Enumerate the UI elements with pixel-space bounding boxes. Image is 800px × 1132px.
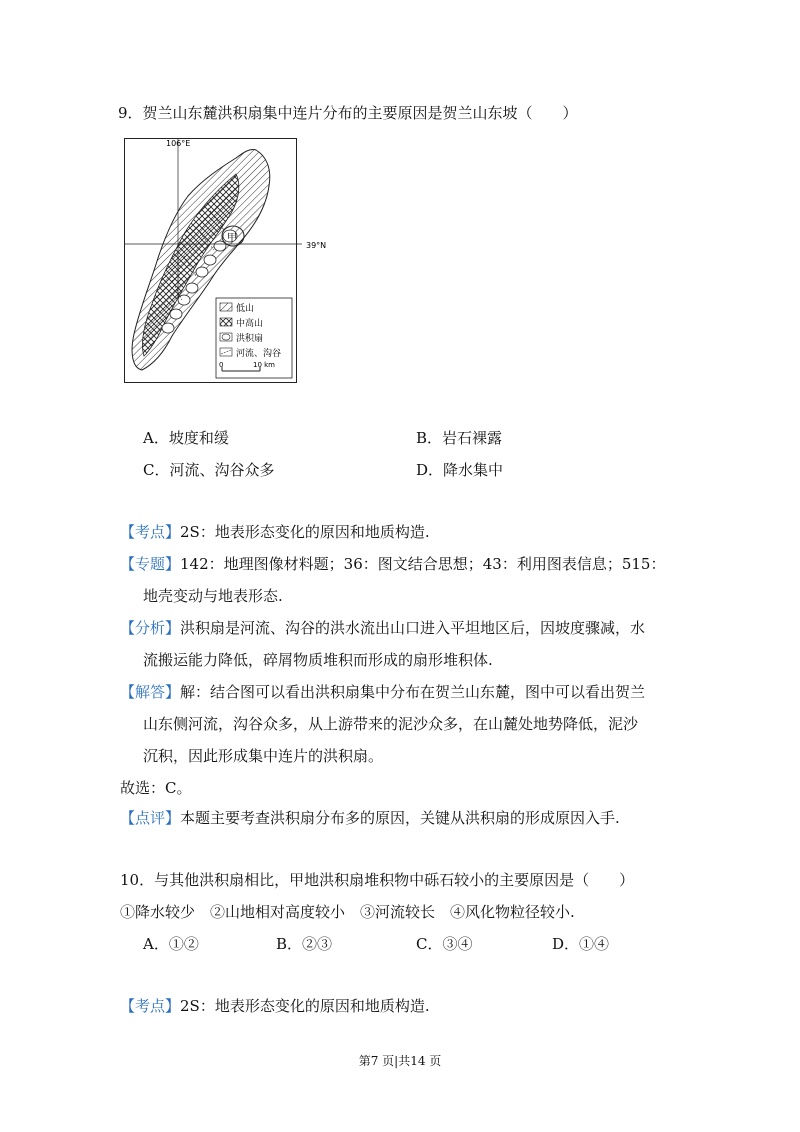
q9-option-a: A．坡度和缓 bbox=[143, 429, 229, 447]
legend-mid-high-mountain: 中高山 bbox=[236, 319, 264, 329]
legend-river: 河流、沟谷 bbox=[236, 349, 282, 359]
scale-label: 10 km bbox=[253, 361, 276, 369]
q10-option-d: D．①④ bbox=[552, 935, 610, 953]
q9-jieda-cont-1: 山东侧河流，沟谷众多，从上游带来的泥沙众多，在山麓处地势降低，泥沙 bbox=[143, 715, 639, 733]
q9-fenxi-cont: 流搬运能力降低，碎屑物质堆积而形成的扇形堆积体. bbox=[143, 651, 493, 669]
q9-jieda-cont-2: 沉积，因此形成集中连片的洪积扇。 bbox=[143, 747, 384, 765]
q9-dianping: 【点评】本题主要考查洪积扇分布多的原因，关键从洪积扇的形成原因入手. bbox=[120, 809, 620, 827]
q9-jieda: 【解答】解：结合图可以看出洪积扇集中分布在贺兰山东麓，图中可以看出贺兰 bbox=[120, 683, 646, 701]
place-label-jia: 甲 bbox=[227, 233, 237, 244]
longitude-label: 106°E bbox=[166, 139, 191, 148]
question-9-stem: 9．贺兰山东麓洪积扇集中连片分布的主要原因是贺兰山东坡（ ） bbox=[118, 104, 578, 122]
question-10-stem: 10．与其他洪积扇相比，甲地洪积扇堆积物中砾石较小的主要原因是（ ） bbox=[120, 871, 635, 889]
q10-option-b: B．②③ bbox=[276, 935, 333, 953]
legend-low-mountain: 低山 bbox=[236, 304, 255, 314]
q9-option-d: D．降水集中 bbox=[416, 461, 504, 479]
q10-items: ①降水较少 ②山地相对高度较小 ③河流较长 ④风化物粒径较小. bbox=[120, 903, 575, 921]
q10-option-a: A．①② bbox=[143, 935, 199, 953]
q10-option-c: C．③④ bbox=[416, 935, 473, 953]
q9-answer: 故选：C。 bbox=[120, 779, 192, 797]
page-footer: 第7 页|共14 页 bbox=[358, 1054, 442, 1068]
latitude-label: 39°N bbox=[306, 241, 327, 250]
scale-zero: 0 bbox=[219, 361, 224, 369]
q10-kaodian: 【考点】2S：地表形态变化的原因和地质构造. bbox=[120, 997, 430, 1015]
q9-option-b: B．岩石裸露 bbox=[416, 429, 503, 447]
legend-alluvial-fan: 洪积扇 bbox=[236, 334, 264, 344]
q9-fenxi: 【分析】洪积扇是河流、沟谷的洪水流出山口进入平坦地区后，因坡度骤减，水 bbox=[120, 619, 646, 637]
helan-mountain-map bbox=[124, 138, 327, 384]
q9-kaodian: 【考点】2S：地表形态变化的原因和地质构造. bbox=[120, 523, 430, 541]
q9-zhuanti: 【专题】142：地理图像材料题；36：图文结合思想；43：利用图表信息；515： bbox=[120, 555, 666, 573]
q9-zhuanti-cont: 地壳变动与地表形态. bbox=[143, 587, 283, 605]
q9-option-c: C．河流、沟谷众多 bbox=[143, 461, 275, 479]
